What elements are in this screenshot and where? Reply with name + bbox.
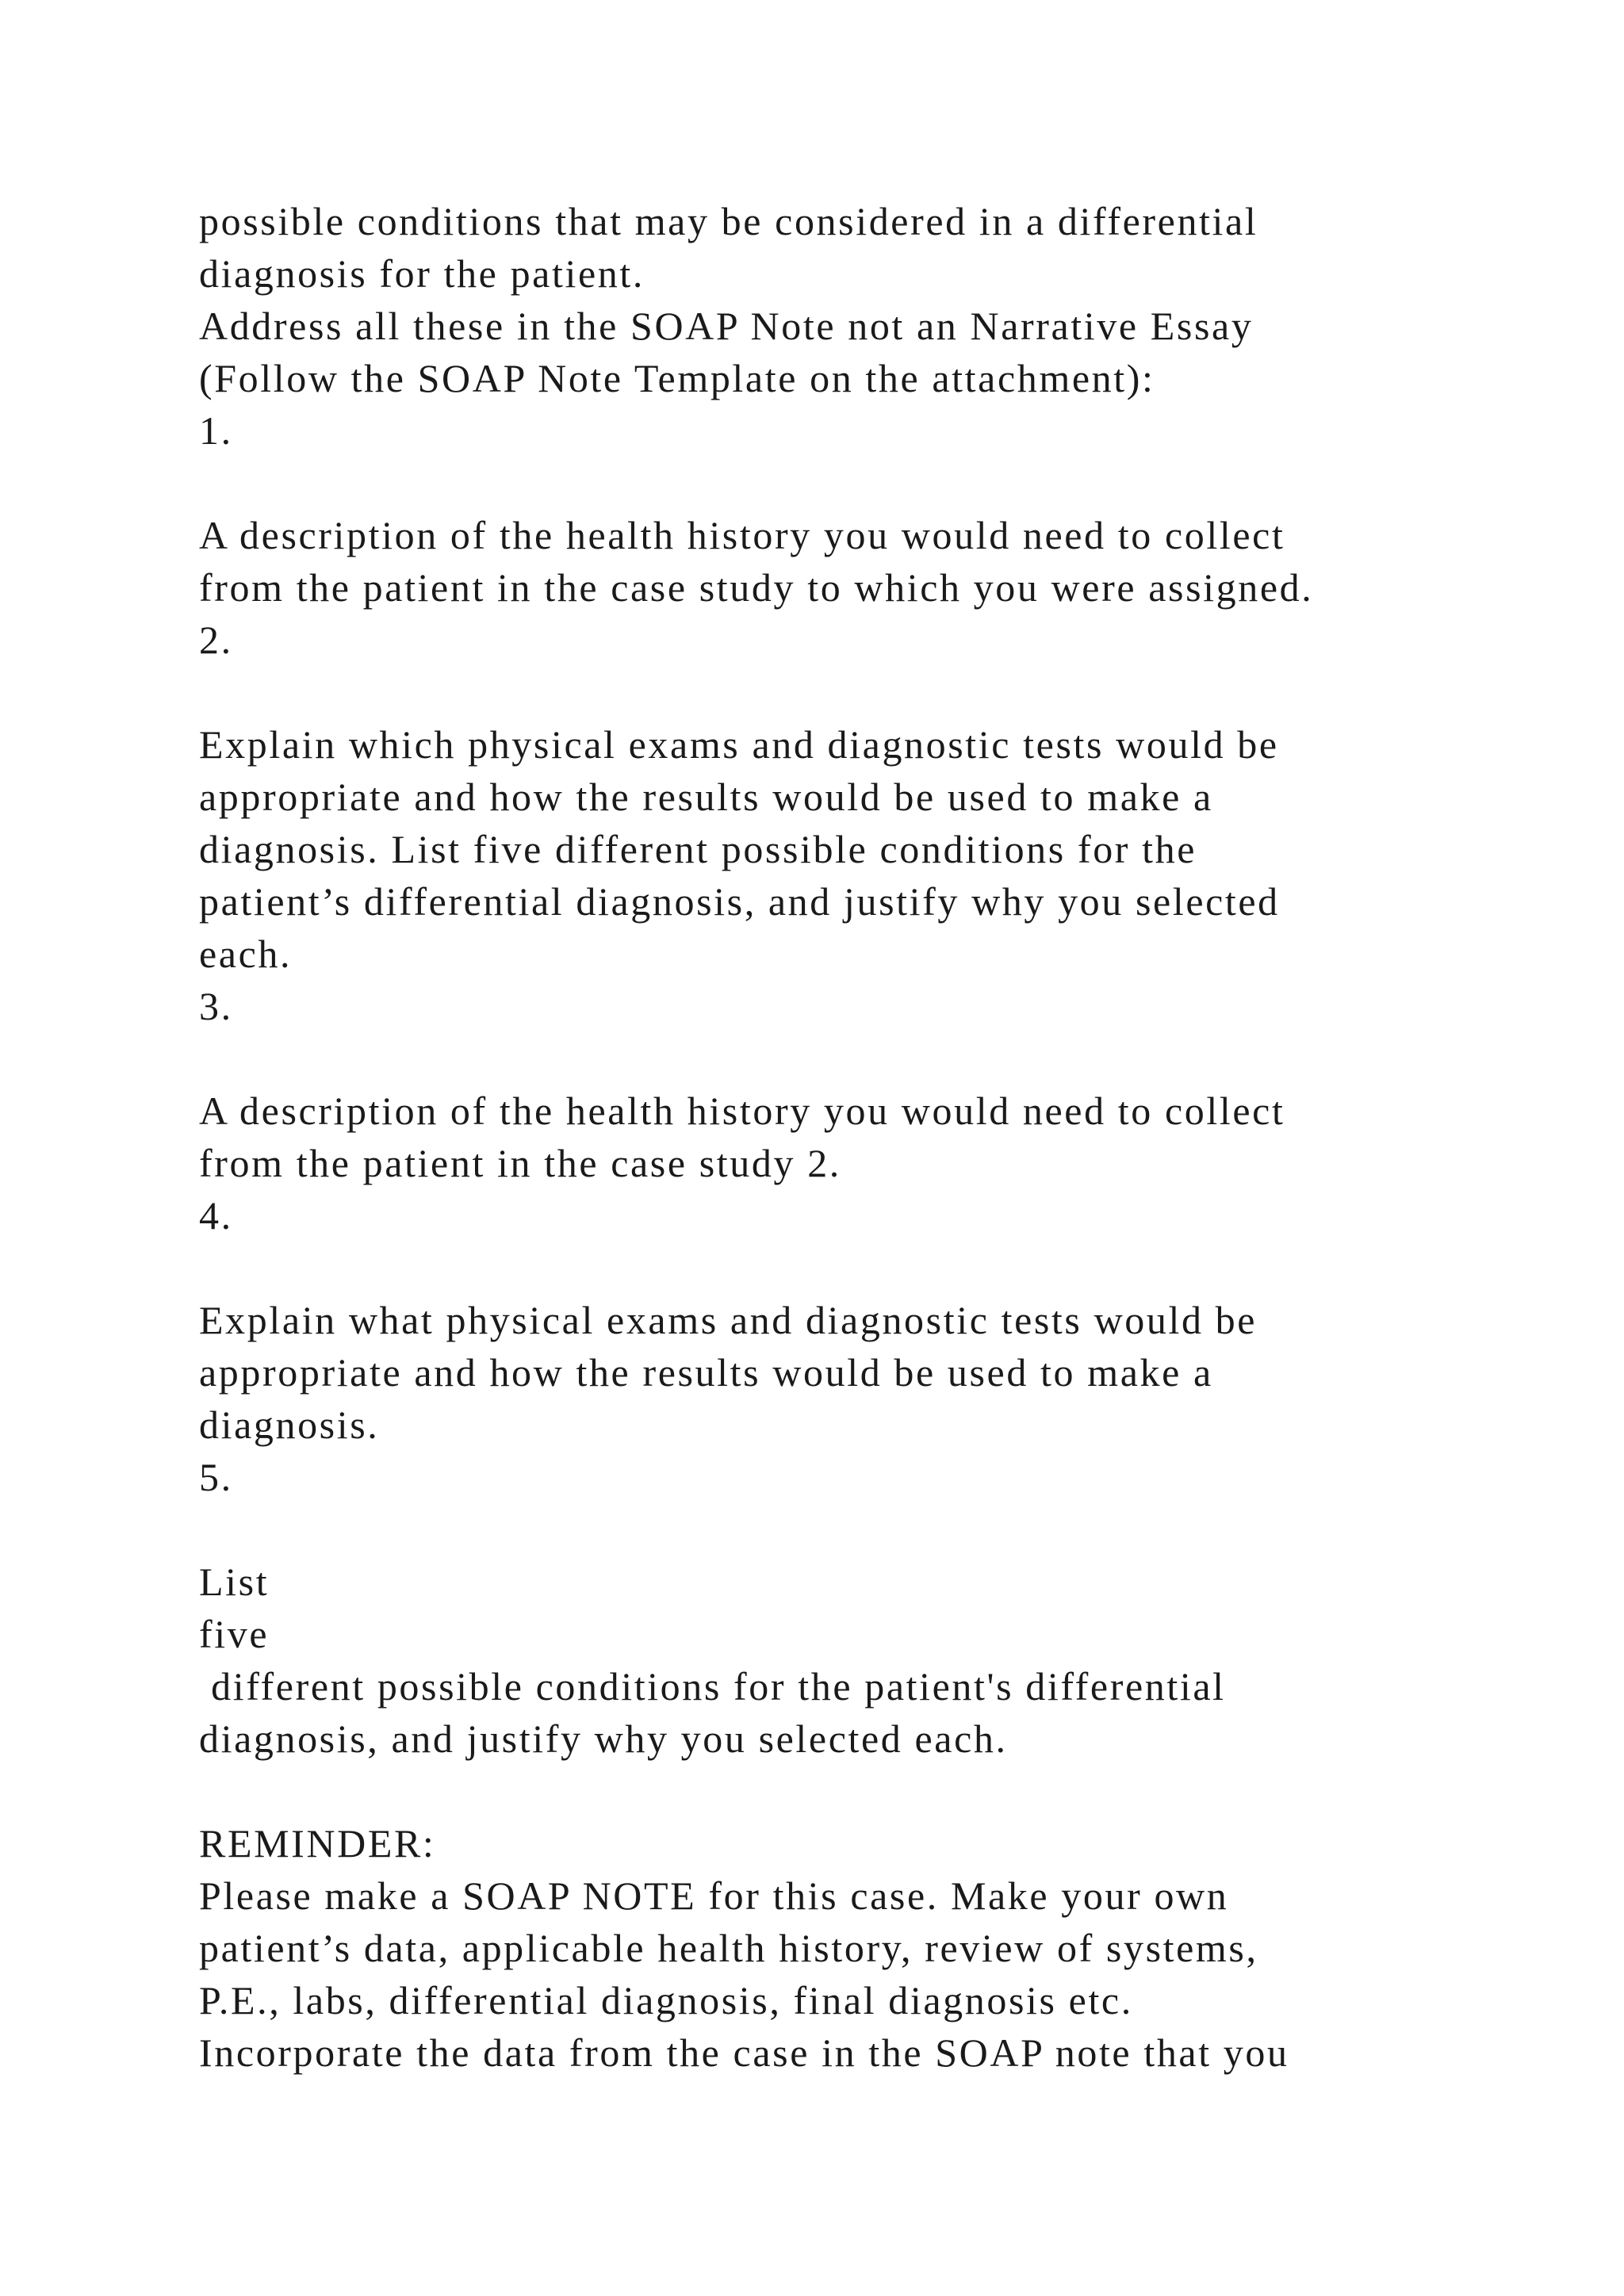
blank-line [199,1765,1547,1817]
text-line: Please make a SOAP NOTE for this case. Make your own [199,1873,1229,1918]
blank-line [199,1503,1547,1556]
list-number: 1. [199,408,233,453]
text-line: five [199,1612,270,1656]
document-body [199,195,1547,2079]
list-number: 5. [199,1455,233,1499]
text-line: patient’s differential diagnosis, and justify why you selected [199,879,1280,924]
blank-line [199,457,1547,509]
text-line: different possible conditions for the patient's differential [199,1664,1226,1709]
text-line: P.E., labs, differential diagnosis, final diagnosis etc. [199,1978,1133,2022]
blank-line [199,1032,1547,1085]
text-line: from the patient in the case study 2. [199,1141,841,1185]
text-line: Explain which physical exams and diagnostic tests would be [199,722,1279,767]
text-line: appropriate and how the results would be used to make a [199,1350,1213,1395]
list-number: 3. [199,984,233,1028]
text-line: A description of the health history you would need to collect [199,1089,1285,1133]
list-number: 2. [199,618,233,662]
blank-line [199,666,1547,718]
text-line: Incorporate the data from the case in the SOAP note that you [199,2030,1289,2075]
text-line: diagnosis. List five different possible conditions for the [199,827,1197,871]
text-line: Address all these in the SOAP Note not an Narrative Essay [199,304,1254,348]
text-line: patient’s data, applicable health history, review of systems, [199,1926,1258,1970]
text-line: from the patient in the case study to which you were assigned. [199,565,1314,610]
text-line: Explain what physical exams and diagnostic tests would be [199,1298,1258,1342]
text-line: diagnosis, and justify why you selected each. [199,1716,1008,1761]
reminder-heading: REMINDER: [199,1821,436,1866]
text-line: diagnosis for the patient. [199,251,645,296]
text-line: List [199,1559,270,1604]
text-line: each. [199,932,293,976]
text-line: diagnosis. [199,1402,380,1447]
text-line: A description of the health history you would need to collect [199,513,1285,557]
text-line: possible conditions that may be considered in a differential [199,199,1258,243]
text-line: (Follow the SOAP Note Template on the attachment): [199,356,1155,400]
blank-line [199,1242,1547,1294]
list-number: 4. [199,1193,233,1238]
text-line: appropriate and how the results would be used to make a [199,775,1213,819]
